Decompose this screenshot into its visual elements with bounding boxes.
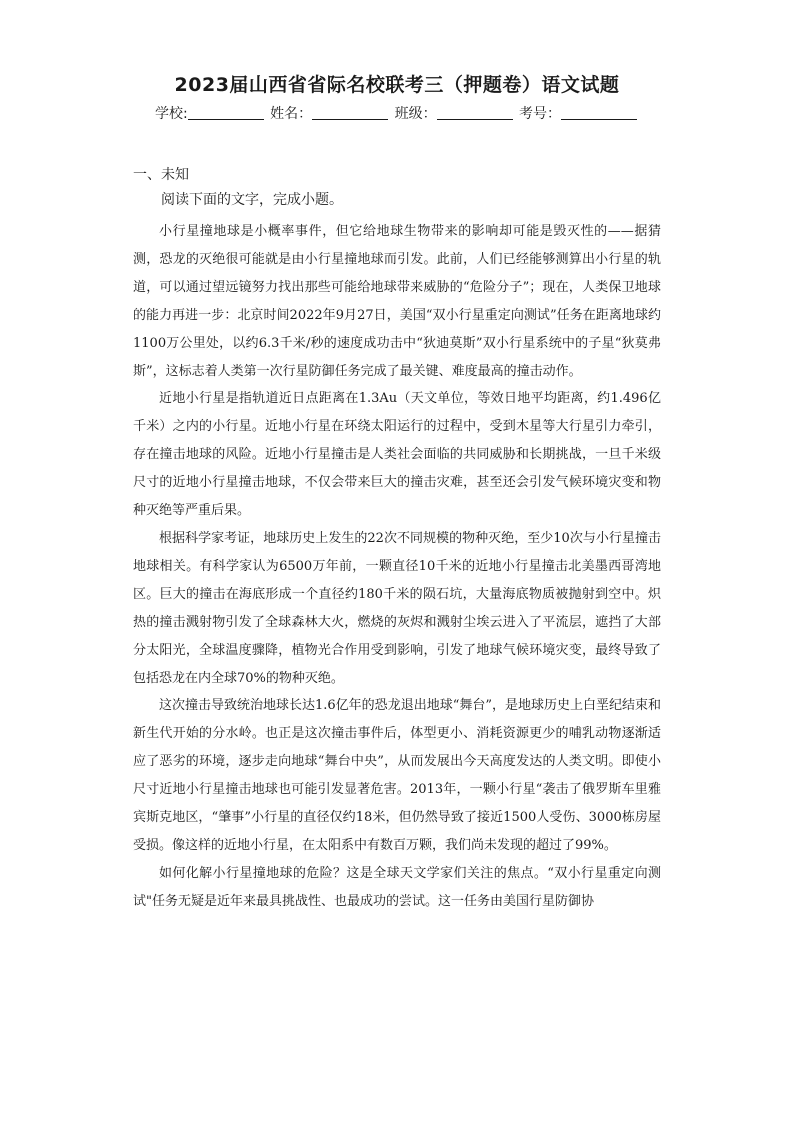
class-label: 班级： (394, 106, 437, 122)
reading-passage (133, 218, 661, 916)
page-title: 2023届山西省省际名校联考三（押题卷）语文试题 (174, 74, 620, 96)
school-label: 学校: (154, 106, 188, 122)
number-blank[interactable] (561, 105, 637, 120)
paragraph-1: 小行星撞地球是小概率事件，但它给地球生物带来的影响却可能是毁灭性的——据猜测，恐龙的灭绝很可能就是由小行星撞地球而引发。此前，人们已经能够测算出小行星的轨道，可以通过望远镜努力找出那些可能给地球带来威胁的“危险分子”；现在，人类保卫地球的能力再进一步：北京时间2022年9月27日，美国“双小行星重定向测试”任务在距离地球约1100万公里处，以约6.3千米/秒的速度成功击中“狄迪莫斯”双小行星系统中的子星“狄莫弗斯”，这标志着人类第一次行星防御任务完成了最关键、难度最高的撞击动作。 (133, 224, 661, 379)
name-label: 姓名： (270, 106, 313, 122)
name-blank[interactable] (312, 105, 388, 120)
paragraph-4: 这次撞击导致统治地球长达1.6亿年的恐龙退出地球“舞台”，是地球历史上白垩纪结束和新生代开始的分水岭。也正是这次撞击事件后，体型更小、消耗资源更少的哺乳动物逐渐适应了恶劣的环境，逐步走向地球“舞台中央”，从而发展出今天高度发达的人类文明。即使小尺寸近地小行星撞击地球也可能引发显著危害。2013年，一颗小行星“袭击了俄罗斯车里雅宾斯克地区，“肇事”小行星的直径仅约18米，但仍然导致了接近1500人受伤、3000栋房屋受损。像这样的近地小行星，在太阳系中有数百万颗，我们尚未发现的超过了99%。 (133, 698, 661, 853)
section-heading: 一、未知 (133, 167, 189, 183)
paragraph-2: 近地小行星是指轨道近日点距离在1.3Au（天文单位，等效日地平均距离，约1.496亿千米）之内的小行星。近地小行星在环绕太阳运行的过程中，受到木星等大行星引力牵引，存在撞击地球的风险。近地小行星撞击是人类社会面临的共同威胁和长期挑战，一旦千米级尺寸的近地小行星撞击地球，不仅会带来巨大的撞击灾难，甚至还会引发气候环境灾变和物种灭绝等严重后果。 (133, 391, 661, 519)
student-info-line (0, 103, 794, 123)
school-blank[interactable] (188, 105, 264, 120)
paragraph-5: 如何化解小行星撞地球的危险？这是全球天文学家们关注的焦点。“双小行星重定向测试"任务无疑是近年来最具挑战性、也最成功的尝试。这一任务由美国行星防御协 (133, 865, 661, 909)
reading-instruction: 阅读下面的文字，完成小题。 (161, 192, 343, 208)
class-blank[interactable] (437, 105, 513, 120)
number-label: 考号： (519, 106, 562, 122)
paragraph-3: 根据科学家考证，地球历史上发生的22次不同规模的物种灭绝，至少10次与小行星撞击地球相关。有科学家认为6500万年前，一颗直径10千米的近地小行星撞击北美墨西哥湾地区。巨大的撞击在海底形成一个直径约180千米的陨石坑，大量海底物质被抛射到空中。炽热的撞击溅射物引发了全球森林大火，燃烧的灰烬和溅射尘埃云进入了平流层，遮挡了大部分太阳光，全球温度骤降，植物光合作用受到影响，引发了地球气候环境灾变，最终导致了包括恐龙在内全球70%的物种灭绝。 (133, 530, 661, 686)
